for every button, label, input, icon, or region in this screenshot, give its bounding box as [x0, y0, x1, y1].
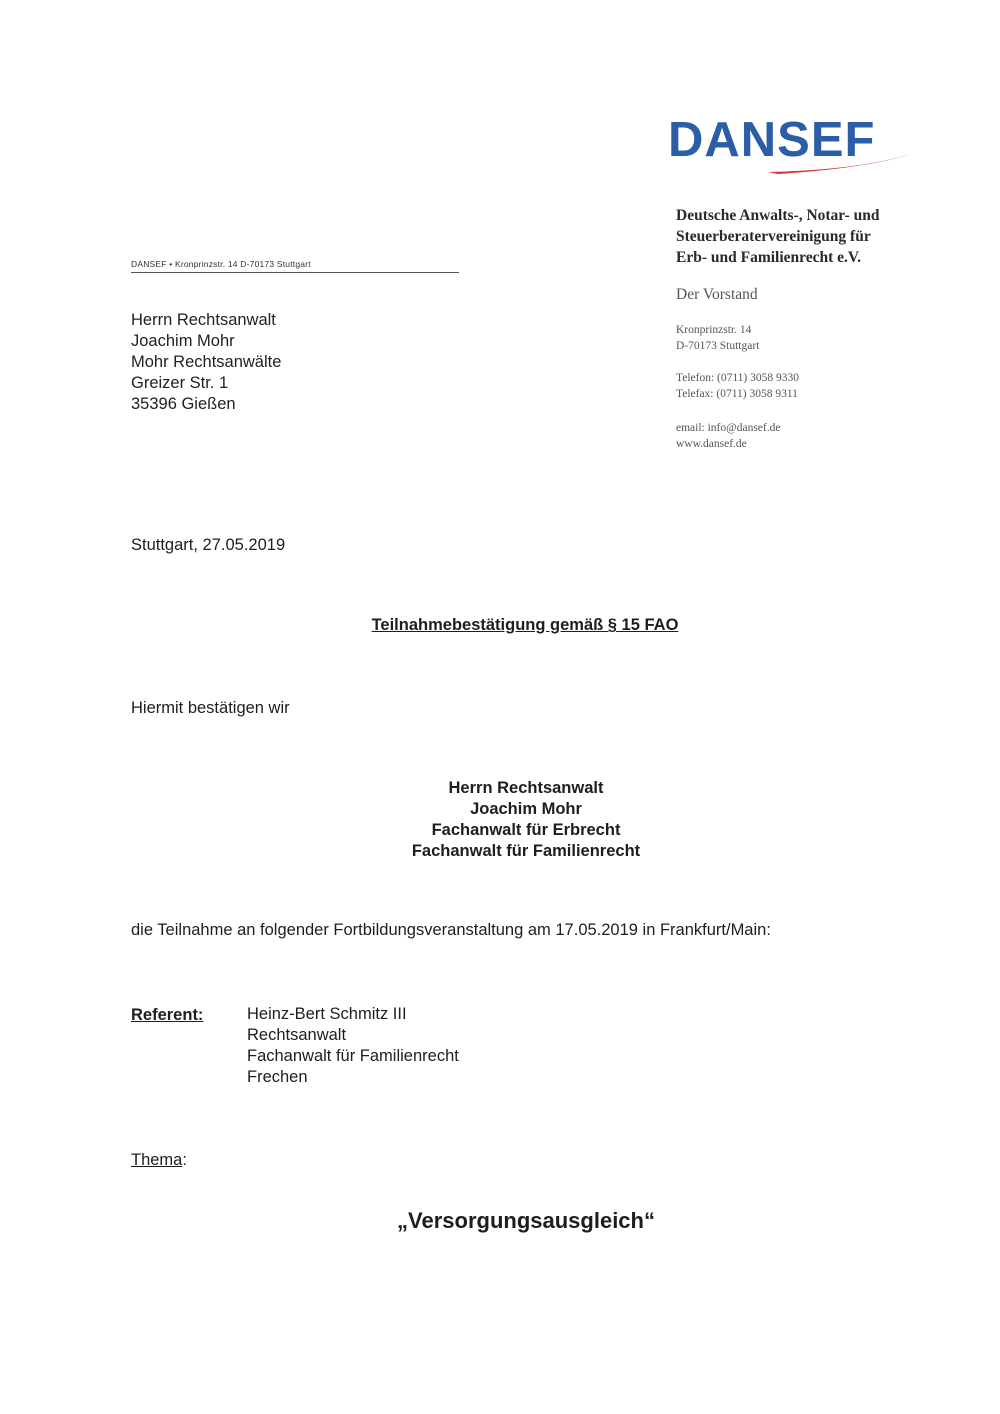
- referent-line: Heinz-Bert Schmitz III: [247, 1005, 407, 1023]
- honoree-block: [0, 778, 1000, 862]
- sender-line: DANSEF • Kronprinzstr. 14 D-70173 Stuttgart: [131, 259, 311, 269]
- topic-label-text: Thema: [131, 1151, 183, 1169]
- referent-line: Frechen: [247, 1068, 308, 1086]
- org-web: [676, 420, 780, 452]
- org-address-line: D-70173 Stuttgart: [676, 340, 760, 352]
- org-email-line: email: info@dansef.de: [676, 422, 781, 434]
- honoree-line: Joachim Mohr: [470, 800, 582, 818]
- org-website-line: www.dansef.de: [676, 438, 747, 450]
- org-name-line: Steuerberatervereinigung für: [676, 228, 871, 245]
- recipient-address: [131, 310, 281, 415]
- event-line: die Teilnahme an folgender Fortbildungsveranstaltung am 17.05.2019 in Frankfurt/Main:: [131, 921, 771, 939]
- org-name-line: Erb- und Familienrecht e.V.: [676, 249, 862, 266]
- org-address-line: Kronprinzstr. 14: [676, 324, 752, 336]
- letter-subject: Teilnahmebestätigung gemäß § 15 FAO: [371, 616, 679, 634]
- intro-text: Hiermit bestätigen wir: [131, 699, 290, 717]
- org-board: Der Vorstand: [676, 286, 758, 303]
- org-phone-line: Telefon: (0711) 3058 9330: [676, 372, 800, 384]
- honoree-line: Fachanwalt für Erbrecht: [431, 821, 621, 839]
- honoree-line: Herrn Rechtsanwalt: [448, 779, 604, 797]
- logo-swoosh-icon: [668, 112, 918, 182]
- org-name-line: Deutsche Anwalts-, Notar- und: [676, 207, 880, 224]
- topic-label: [131, 1151, 187, 1170]
- referent-line: Rechtsanwalt: [247, 1026, 347, 1044]
- referent-label: Referent:: [131, 1006, 204, 1024]
- org-name: [676, 205, 976, 268]
- recipient-line: Joachim Mohr: [131, 332, 235, 350]
- letter-date: Stuttgart, 27.05.2019: [131, 536, 286, 554]
- recipient-line: 35396 Gießen: [131, 395, 236, 413]
- dansef-logo: [668, 112, 918, 182]
- recipient-line: Greizer Str. 1: [131, 374, 229, 392]
- recipient-line: Mohr Rechtsanwälte: [131, 353, 282, 371]
- referent-details: [247, 1004, 459, 1088]
- sender-divider: [131, 272, 459, 273]
- logo-wordmark: DANSEF: [668, 113, 876, 167]
- topic-label-colon: :: [182, 1151, 187, 1169]
- honoree-line: Fachanwalt für Familienrecht: [411, 842, 641, 860]
- org-phone: [676, 370, 799, 402]
- org-address: [676, 322, 759, 354]
- referent-line: Fachanwalt für Familienrecht: [247, 1047, 459, 1065]
- topic-title: „Versorgungsausgleich“: [397, 1208, 655, 1233]
- org-fax-line: Telefax: (0711) 3058 9311: [676, 388, 798, 400]
- recipient-line: Herrn Rechtsanwalt: [131, 311, 276, 329]
